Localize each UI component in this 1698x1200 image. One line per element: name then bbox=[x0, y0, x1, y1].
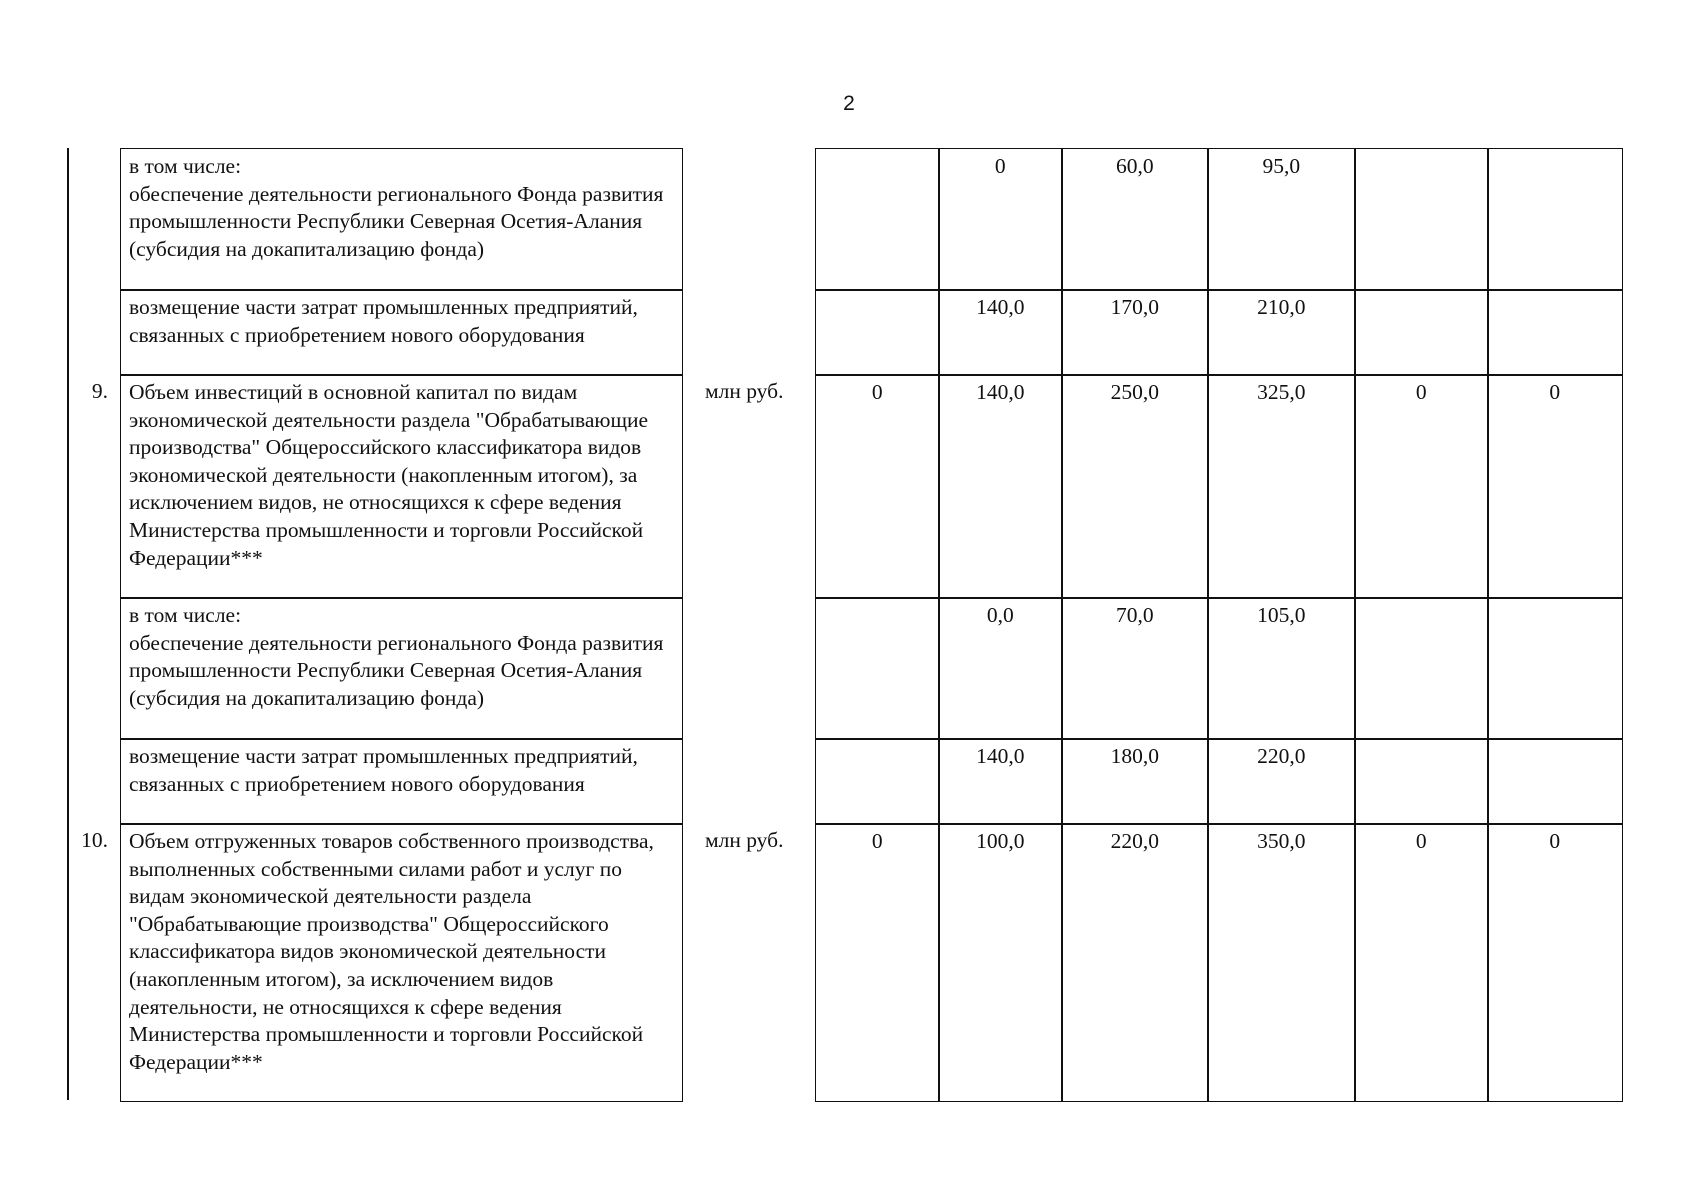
row-description: в том числе: обеспечение деятельности регионального Фонда развития промышленности Республики Северная Осетия-Алания (субсидия на докапитализацию фонда) bbox=[120, 148, 683, 291]
value-cell: 140,0 bbox=[938, 374, 1063, 599]
value-cell: 140,0 bbox=[938, 738, 1063, 825]
row-number: 9. bbox=[91, 379, 108, 403]
value-cell: 0 bbox=[938, 148, 1063, 291]
row-description: Объем инвестиций в основной капитал по видам экономической деятельности раздела "Обрабатывающие производства" Общероссийского классификатора видов экономической деятельности (накопленным итогом), за исключением видов, не относящихся к сфере ведения Министерства промышленности и торговли Российской Федерации*** bbox=[120, 374, 683, 599]
value-cell: 60,0 bbox=[1061, 148, 1209, 291]
value-cell bbox=[1354, 597, 1489, 740]
value-cell: 0 bbox=[1354, 374, 1489, 599]
value-cell: 250,0 bbox=[1061, 374, 1209, 599]
unit-label: млн руб. bbox=[705, 379, 784, 403]
row-description: Объем отгруженных товаров собственного производства, выполненных собственными силами работ и услуг по видам экономической деятельности раздела "Обрабатывающие производства" Общероссийского классификатора видов экономической деятельности (накопленным итогом), за исключением видов деятельности, не относящихся к сфере ведения Министерства промышленности и торговли Российской Федерации*** bbox=[120, 823, 683, 1102]
value-cell: 70,0 bbox=[1061, 597, 1209, 740]
value-cell bbox=[815, 289, 940, 376]
value-cell: 220,0 bbox=[1061, 823, 1209, 1102]
row-description: возмещение части затрат промышленных предприятий, связанных с приобретением нового оборудования bbox=[120, 289, 683, 376]
value-cell: 105,0 bbox=[1207, 597, 1356, 740]
value-cell bbox=[1487, 289, 1623, 376]
value-cell: 0,0 bbox=[938, 597, 1063, 740]
value-cell: 170,0 bbox=[1061, 289, 1209, 376]
value-cell bbox=[815, 597, 940, 740]
value-cell: 0 bbox=[1354, 823, 1489, 1102]
value-cell: 0 bbox=[815, 374, 940, 599]
value-cell bbox=[1354, 738, 1489, 825]
value-cell bbox=[1354, 289, 1489, 376]
row-description: возмещение части затрат промышленных предприятий, связанных с приобретением нового оборудования bbox=[120, 738, 683, 825]
value-cell bbox=[1354, 148, 1489, 291]
value-cell: 0 bbox=[1487, 374, 1623, 599]
page-number: 2 bbox=[843, 92, 855, 115]
unit-label: млн руб. bbox=[705, 828, 784, 852]
value-cell: 180,0 bbox=[1061, 738, 1209, 825]
value-cell bbox=[1487, 738, 1623, 825]
value-cell: 350,0 bbox=[1207, 823, 1356, 1102]
row-description: в том числе: обеспечение деятельности регионального Фонда развития промышленности Республики Северная Осетия-Алания (субсидия на докапитализацию фонда) bbox=[120, 597, 683, 740]
value-cell: 220,0 bbox=[1207, 738, 1356, 825]
value-cell: 140,0 bbox=[938, 289, 1063, 376]
value-cell bbox=[815, 738, 940, 825]
value-cell bbox=[1487, 597, 1623, 740]
value-cell: 325,0 bbox=[1207, 374, 1356, 599]
row-number: 10. bbox=[81, 828, 108, 852]
value-cell: 0 bbox=[1487, 823, 1623, 1102]
value-cell: 100,0 bbox=[938, 823, 1063, 1102]
value-cell: 210,0 bbox=[1207, 289, 1356, 376]
value-cell: 0 bbox=[815, 823, 940, 1102]
table-left-border bbox=[67, 148, 69, 1100]
value-cell: 95,0 bbox=[1207, 148, 1356, 291]
value-cell bbox=[815, 148, 940, 291]
value-cell bbox=[1487, 148, 1623, 291]
